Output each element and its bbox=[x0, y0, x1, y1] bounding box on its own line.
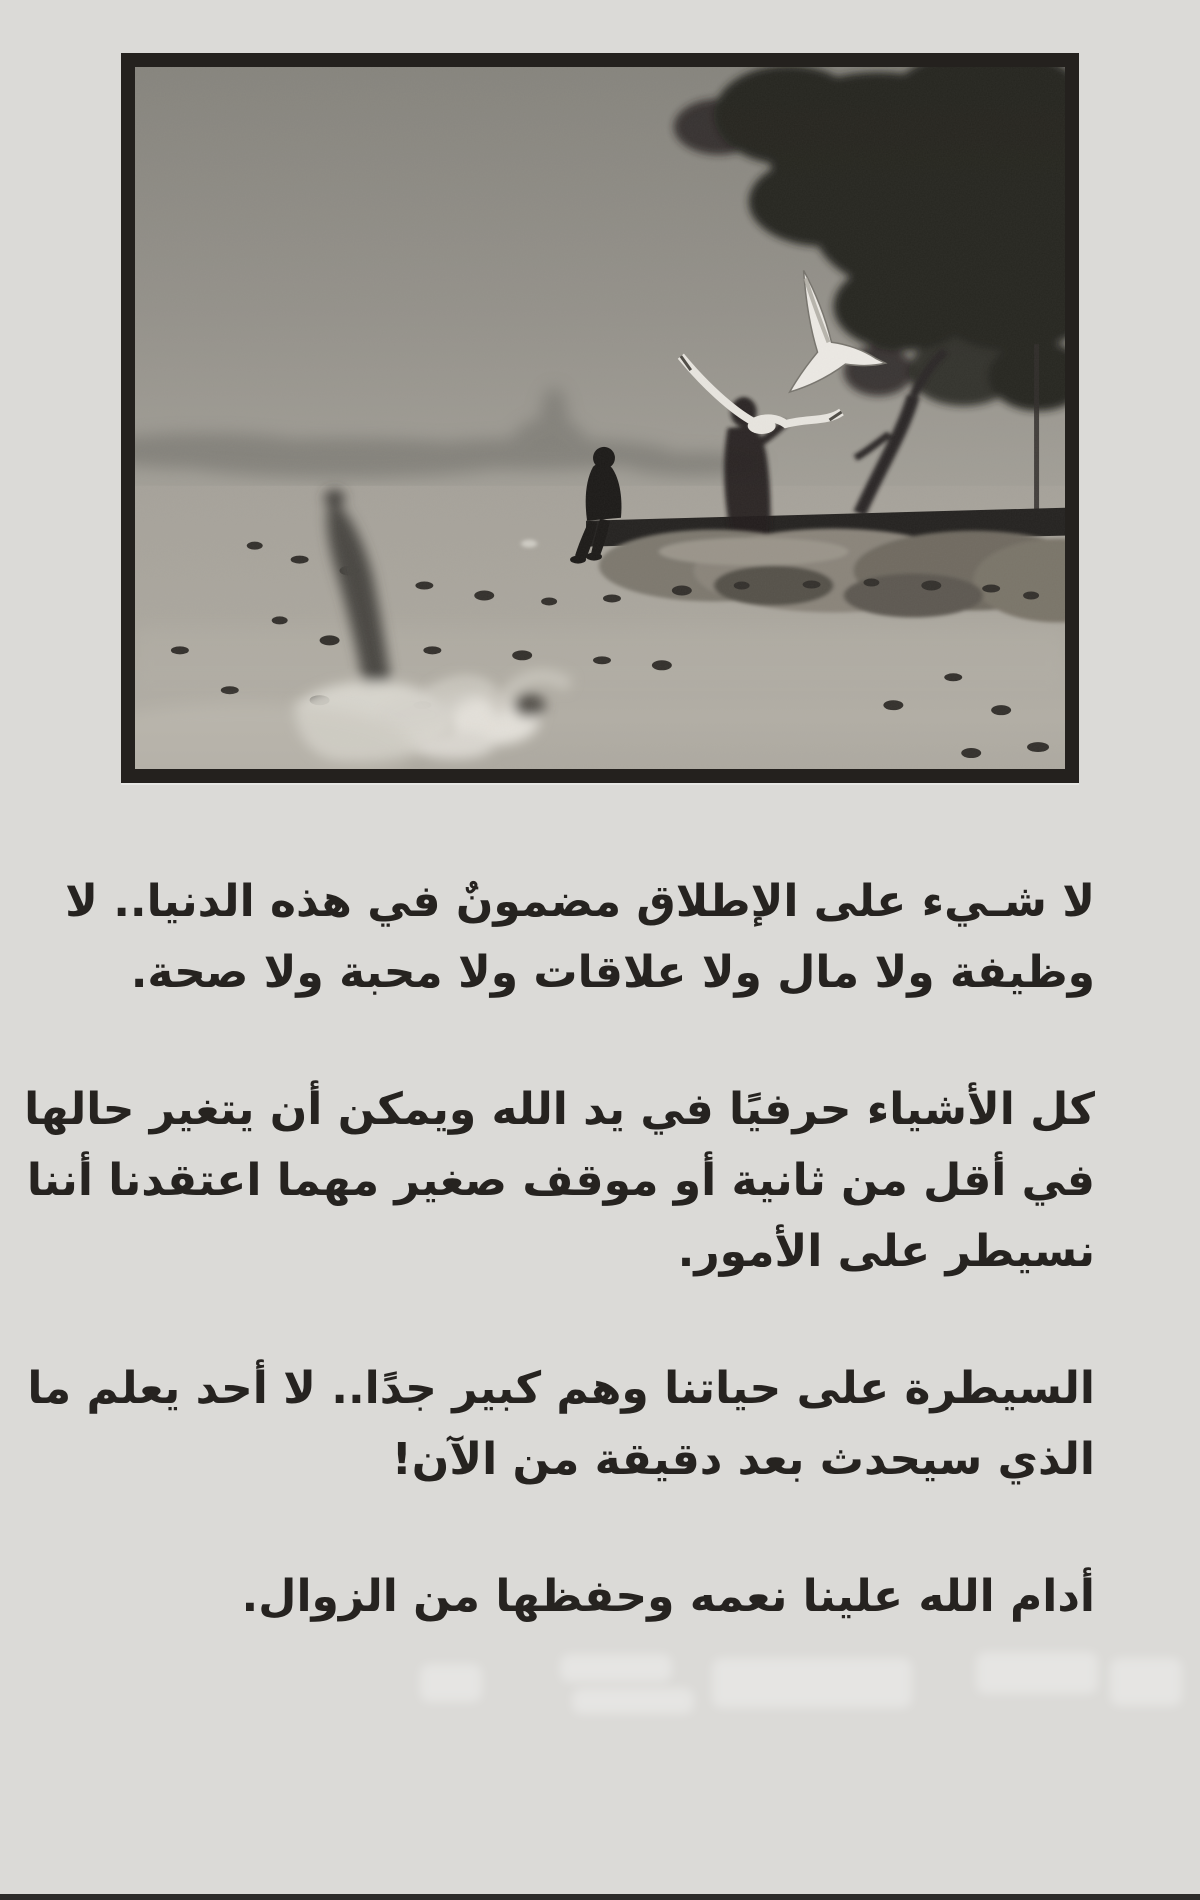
faded-watermark-blob bbox=[712, 1658, 912, 1708]
faded-watermark-blob bbox=[420, 1664, 482, 1702]
quote-line: لا شـيء على الإطلاق مضمونٌ في هذه الدنيا.. لا bbox=[65, 876, 1095, 927]
quote-line: وظيفة ولا مال ولا علاقات ولا محبة ولا صحة. bbox=[130, 947, 1095, 998]
lakeside-photo bbox=[135, 67, 1065, 769]
quote-line: السيطرة على حياتنا وهم كبير جدًا.. لا أحد يعلم ما bbox=[27, 1363, 1095, 1414]
quote-line: الذي سيحدث بعد دقيقة من الآن! bbox=[391, 1434, 1095, 1485]
quote-line: نسيطر على الأمور. bbox=[677, 1226, 1095, 1277]
quote-paragraph-4 bbox=[60, 1561, 1095, 1632]
quote-paragraph-1 bbox=[60, 866, 1095, 1008]
bottom-bar bbox=[0, 1894, 1200, 1900]
film-grain bbox=[135, 67, 1065, 769]
quote-line: في أقل من ثانية أو موقف صغير مهما اعتقدنا أننا bbox=[26, 1155, 1095, 1206]
quote-text bbox=[24, 866, 1095, 1698]
faded-watermark-blob bbox=[976, 1652, 1098, 1694]
faded-watermark-blob bbox=[560, 1654, 672, 1682]
faded-watermark-blob bbox=[1110, 1658, 1182, 1706]
quote-line: أدام الله علينا نعمه وحفظها من الزوال. bbox=[241, 1571, 1095, 1622]
quote-paragraph-2 bbox=[24, 1074, 1095, 1287]
faded-watermark bbox=[420, 1652, 1190, 1724]
framed-photo bbox=[121, 53, 1079, 783]
quote-paragraph-3 bbox=[27, 1353, 1095, 1495]
faded-watermark-blob bbox=[572, 1688, 694, 1714]
quote-line: كل الأشياء حرفيًا في يد الله ويمكن أن يتغير حالها bbox=[24, 1084, 1095, 1135]
